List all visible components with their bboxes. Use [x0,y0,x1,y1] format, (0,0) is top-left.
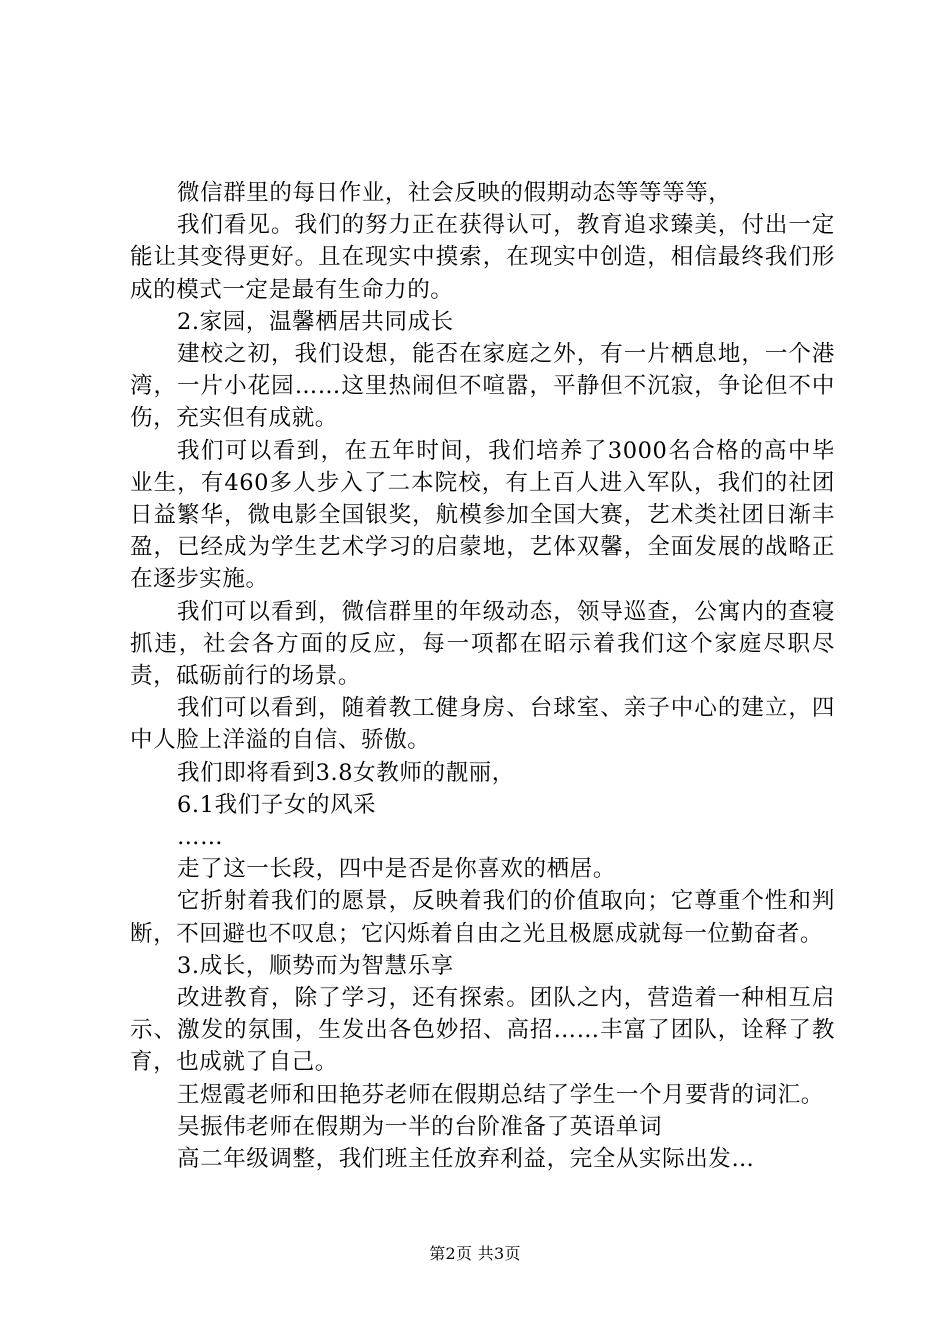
paragraph: 王煜霞老师和田艳芬老师在假期总结了学生一个月要背的词汇。 [177,1081,824,1108]
paragraph: 我们即将看到3.8女教师的靓丽， [177,759,515,786]
paragraph: 我们可以看到，在五年时间，我们培养了3000名合格的高中毕业生，有460多人步入了二本院校，有上百人进入军队，我们的社团日益繁华，微电影全国银奖，航模参加全国大赛，艺术类社团日渐丰盈，已经成为学生艺术学习的启蒙地，艺体双馨，全面发展的战略正在逐步实施。 [130,437,835,593]
paragraph: 6.1我们子女的风采 [177,791,377,818]
paragraph: 走了这一长段，四中是否是你喜欢的栖居。 [177,856,616,883]
paragraph: 吴振伟老师在假期为一半的台阶准备了英语单词 [177,1113,663,1140]
section-heading: 3.成长，顺势而为智慧乐享 [177,952,454,979]
paragraph: 我们可以看到，随着教工健身房、台球室、亲子中心的建立，四中人脸上洋溢的自信、骄傲。 [130,695,835,754]
document-body [130,177,835,1175]
paragraph: 它折射着我们的愿景，反映着我们的价值取向；它尊重个性和判断，不回避也不叹息；它闪烁着自由之光且极愿成就每一位勤奋者。 [130,888,835,947]
paragraph: 高二年级调整，我们班主任放弃利益，完全从实际出发… [177,1146,755,1173]
paragraph: 改进教育，除了学习，还有探索。团队之内，营造着一种相互启示、激发的氛围，生发出各色妙招、高招……丰富了团队，诠释了教育，也成就了自己。 [130,985,835,1076]
section-heading: 2.家园，温馨栖居共同成长 [177,308,454,335]
paragraph: 我们可以看到，微信群里的年级动态，领导巡查，公寓内的查寝抓违，社会各方面的反应，每一项都在昭示着我们这个家庭尽职尽责，砥砺前行的场景。 [130,598,835,690]
paragraph: 我们看见。我们的努力正在获得认可，教育追求臻美，付出一定能让其变得更好。且在现实中摸索，在现实中创造，相信最终我们形成的模式一定是最有生命力的。 [130,212,835,303]
paragraph: …… [177,824,224,851]
paragraph: 建校之初，我们设想，能否在家庭之外，有一片栖息地，一个港湾，一片小花园……这里热闹但不喧嚣，平静但不沉寂，争论但不中伤，充实但有成就。 [130,341,835,432]
paragraph: 微信群里的每日作业，社会反映的假期动态等等等等， [177,180,732,206]
page-footer: 第2页 共3页 [429,1244,521,1263]
